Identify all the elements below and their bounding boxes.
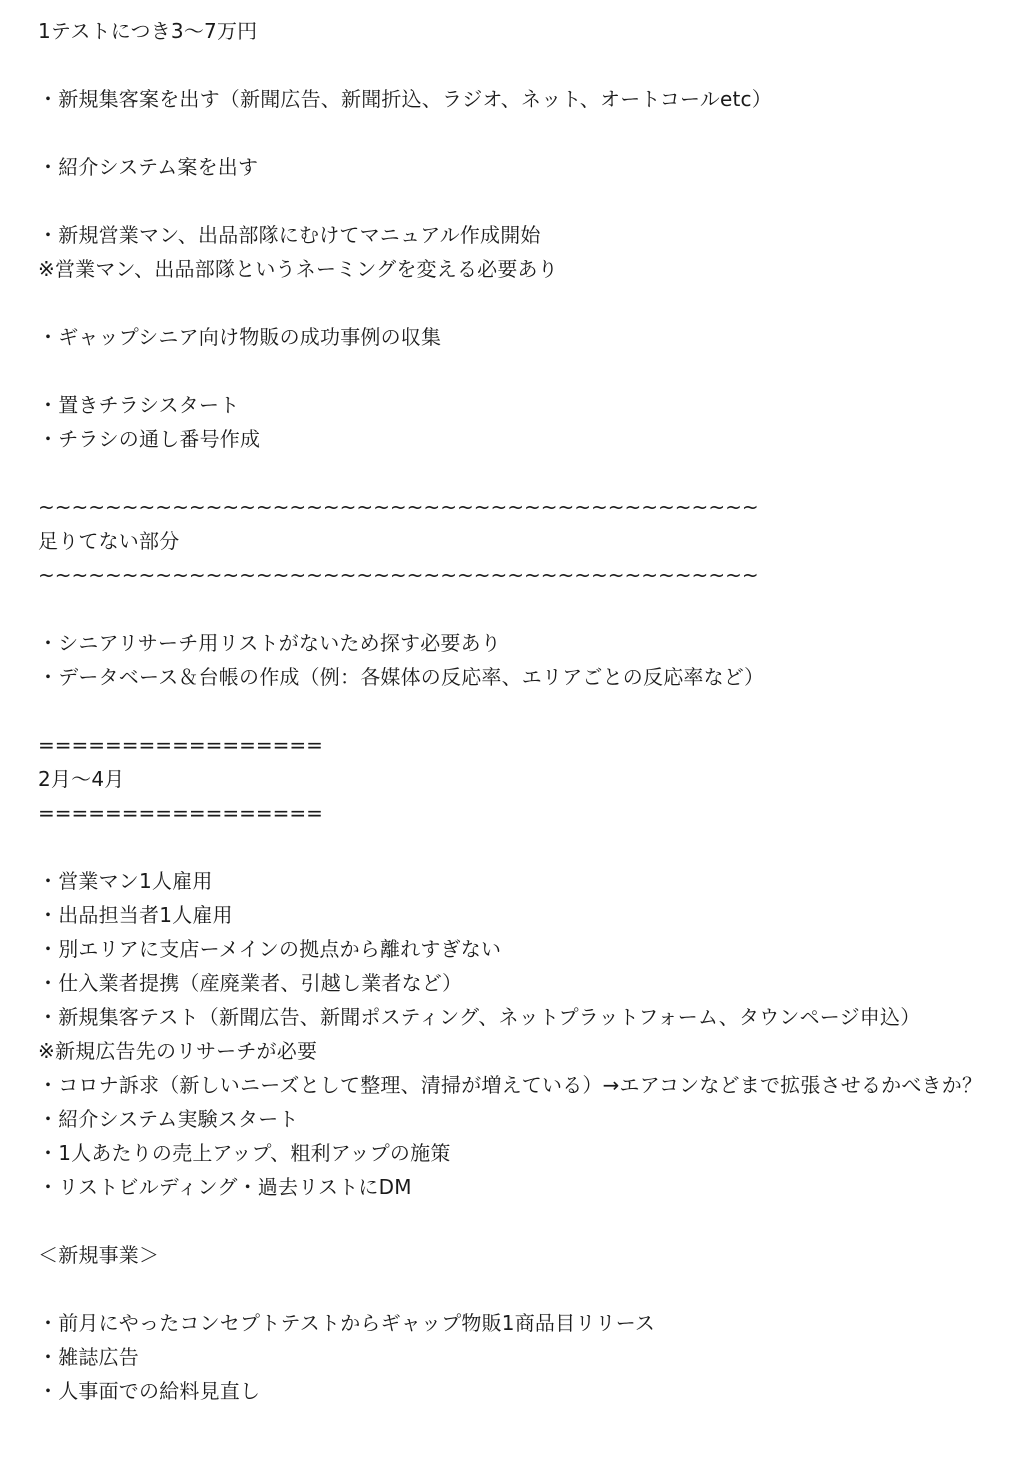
budget-line: 1テストにつき3〜7万円 bbox=[38, 19, 258, 43]
list-item: ・営業マン1人雇用 bbox=[38, 869, 213, 893]
list-item: ・置きチラシスタート bbox=[38, 393, 240, 417]
list-item: ・新規集客テスト（新聞広告、新聞ポスティング、ネットプラットフォーム、タウンページ申込） bbox=[38, 1005, 921, 1029]
note-line: ※新規広告先のリサーチが必要 bbox=[38, 1039, 318, 1063]
list-item: ・別エリアに支店ーメインの拠点から離れすぎない bbox=[38, 937, 502, 961]
list-item: ・人事面での給料見直し bbox=[38, 1379, 261, 1403]
list-item: ・出品担当者1人雇用 bbox=[38, 903, 233, 927]
blank-line bbox=[38, 1272, 1008, 1306]
section-heading-new-business: ＜新規事業＞ bbox=[38, 1243, 160, 1267]
blank-line bbox=[38, 1204, 1008, 1238]
note-line: ※営業マン、出品部隊というネーミングを変える必要あり bbox=[38, 257, 558, 281]
blank-line bbox=[38, 592, 1008, 626]
tilde-separator: ~~~~~~~~~~~~~~~~~~~~~~~~~~~~~~~~~~~~~~~~~~~ bbox=[38, 495, 759, 519]
list-item: ・コロナ訴求（新しいニーズとして整理、清掃が増えている）→エアコンなどまで拡張させるかべきか？ bbox=[38, 1073, 983, 1097]
document-body bbox=[38, 14, 1008, 1408]
list-item: ・チラシの通し番号作成 bbox=[38, 427, 261, 451]
list-item: ・1人あたりの売上アップ、粗利アップの施策 bbox=[38, 1141, 451, 1165]
list-item: ・リストビルディング・過去リストにDM bbox=[38, 1175, 412, 1199]
section-heading-shortfall: 足りてない部分 bbox=[38, 529, 180, 553]
list-item: ・前月にやったコンセプトテストからギャップ物販1商品目リリース bbox=[38, 1311, 656, 1335]
list-item: ・雑誌広告 bbox=[38, 1345, 139, 1369]
blank-line bbox=[38, 184, 1008, 218]
list-item: ・シニアリサーチ用リストがないため探す必要あり bbox=[38, 631, 501, 655]
tilde-separator: ~~~~~~~~~~~~~~~~~~~~~~~~~~~~~~~~~~~~~~~~~~~ bbox=[38, 563, 759, 587]
list-item: ・データベース＆台帳の作成（例：各媒体の反応率、エリアごとの反応率など） bbox=[38, 665, 765, 689]
blank-line bbox=[38, 116, 1008, 150]
list-item: ・新規集客案を出す（新聞広告、新聞折込、ラジオ、ネット、オートコールetc） bbox=[38, 87, 772, 111]
blank-line bbox=[38, 694, 1008, 728]
list-item: ・ギャップシニア向け物販の成功事例の収集 bbox=[38, 325, 442, 349]
section-heading-period: 2月〜4月 bbox=[38, 767, 125, 791]
blank-line bbox=[38, 286, 1008, 320]
list-item: ・仕入業者提携（産廃業者、引越し業者など） bbox=[38, 971, 463, 995]
blank-line bbox=[38, 456, 1008, 490]
blank-line bbox=[38, 48, 1008, 82]
equal-separator: ================= bbox=[38, 801, 323, 825]
list-item: ・新規営業マン、出品部隊にむけてマニュアル作成開始 bbox=[38, 223, 541, 247]
blank-line bbox=[38, 830, 1008, 864]
list-item: ・紹介システム案を出す bbox=[38, 155, 259, 179]
blank-line bbox=[38, 354, 1008, 388]
equal-separator: ================= bbox=[38, 733, 323, 757]
list-item: ・紹介システム実験スタート bbox=[38, 1107, 299, 1131]
